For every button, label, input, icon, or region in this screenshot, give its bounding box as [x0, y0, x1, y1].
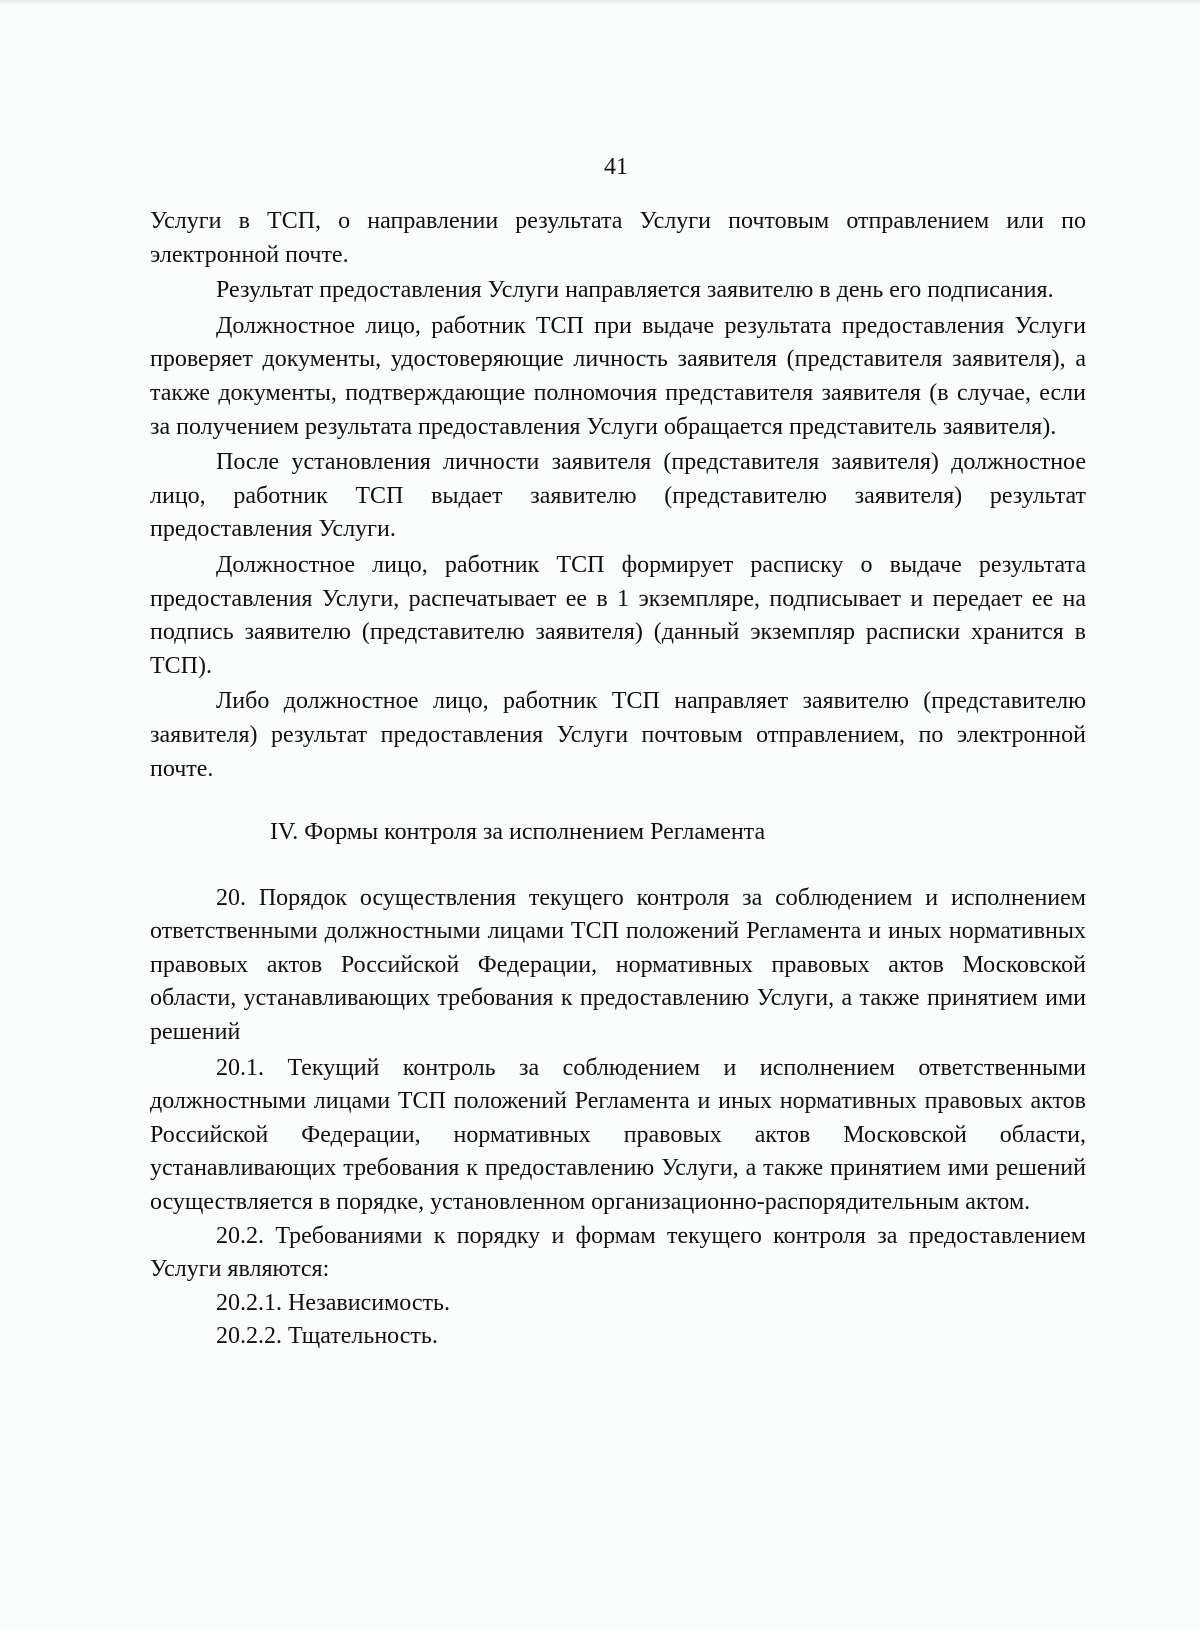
paragraph: Должностное лицо, работник ТСП при выдаче результата предоставления Услуги проверяет документы, удостоверяющие личность заявителя (представителя заявителя), а также документы, подтверждающие полномочия представителя заявителя (в случае, если за получением результата предоставления Услуги обращается представитель заявителя). — [150, 312, 1086, 440]
list-item: 20.2.1. Независимость. — [216, 1289, 450, 1316]
list-item: 20.2.2. Тщательность. — [216, 1323, 438, 1350]
document-body — [150, 205, 1086, 1354]
paragraph: Должностное лицо, работник ТСП формирует расписку о выдаче результата предоставления Услуги, распечатывает ее в 1 экземпляре, подписывает и передает ее на подпись заявителю (представителю заявителя) (данный экземпляр расписки хранится в ТСП). — [150, 551, 1086, 679]
paragraph: 20. Порядок осуществления текущего контроля за соблюдением и исполнением ответственными должностными лицами ТСП положений Регламента и иных нормативных правовых актов Российской Федерации, нормативных правовых актов Московской области, устанавливающих требования к предоставлению Услуги, а также принятием ими решений — [150, 884, 1086, 1046]
paragraph: Результат предоставления Услуги направляется заявителю в день его подписания. — [216, 277, 1054, 304]
paragraph: После установления личности заявителя (представителя заявителя) должностное лицо, работник ТСП выдает заявителю (представителю заявителя) результат предоставления Услуги. — [150, 449, 1086, 543]
section-heading: IV. Формы контроля за исполнением Регламента — [270, 819, 766, 846]
scan-edge — [0, 0, 1200, 6]
paragraph: Услуги в ТСП, о направлении результата Услуги почтовым отправлением или по электронной почте. — [150, 208, 1086, 268]
paragraph: 20.2. Требованиями к порядку и формам текущего контроля за предоставлением Услуги являются: — [150, 1222, 1086, 1283]
paragraph: 20.1. Текущий контроль за соблюдением и исполнением ответственными должностными лицами ТСП положений Регламента и иных нормативных правовых актов Российской Федерации, нормативных правовых актов Московской области, устанавливающих требования к предоставлению Услуги, а также принятием ими решений осуществляется в порядке, установленном организационно-распорядительным актом. — [150, 1054, 1086, 1216]
page-number: 41 — [604, 154, 628, 180]
paragraph: Либо должностное лицо, работник ТСП направляет заявителю (представителю заявителя) результат предоставления Услуги почтовым отправлением, по электронной почте. — [150, 688, 1086, 782]
